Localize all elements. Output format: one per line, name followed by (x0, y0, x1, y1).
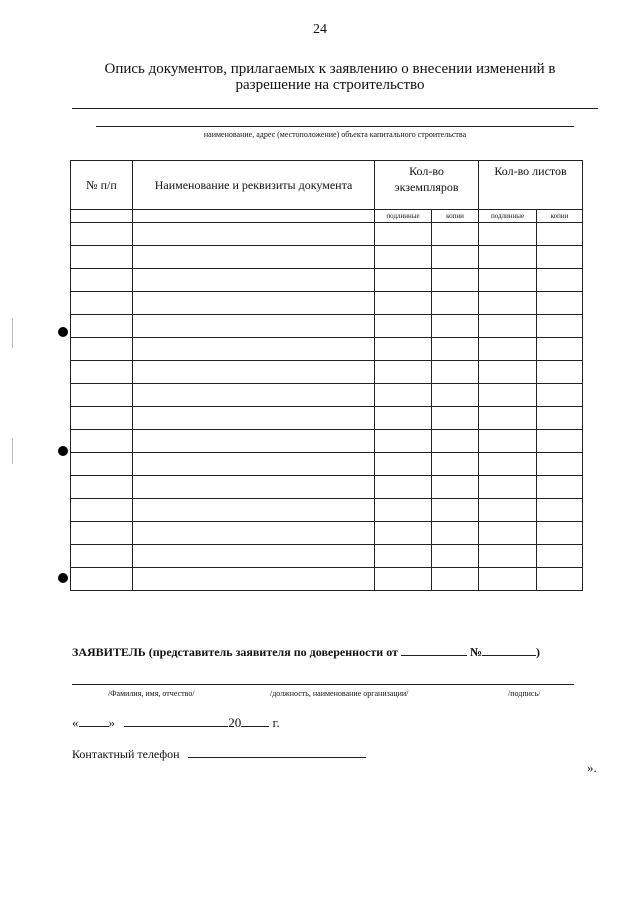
cell-sheets-copy[interactable] (537, 476, 583, 499)
cell-copies-original[interactable] (375, 476, 432, 499)
cell-copies-copy[interactable] (432, 223, 479, 246)
table-row (71, 476, 583, 499)
cell-sheets-original[interactable] (479, 430, 537, 453)
cell-sheets-original[interactable] (479, 315, 537, 338)
year-prefix: 20 (228, 715, 242, 730)
cell-sheets-copy[interactable] (537, 315, 583, 338)
documents-table (70, 160, 583, 591)
cell-number[interactable] (71, 269, 133, 292)
header-sheets: Кол-во листов (479, 161, 583, 210)
cell-document-name[interactable] (133, 269, 375, 292)
cell-number[interactable] (71, 476, 133, 499)
cell-copies-original[interactable] (375, 338, 432, 361)
cell-sheets-original[interactable] (479, 338, 537, 361)
month-field[interactable] (124, 714, 228, 727)
date-open-quote: « (72, 715, 79, 730)
table-row (71, 292, 583, 315)
cell-copies-copy[interactable] (432, 407, 479, 430)
year-suffix: г. (272, 715, 280, 730)
cell-sheets-copy[interactable] (537, 545, 583, 568)
cell-number[interactable] (71, 499, 133, 522)
applicant-label: ЗАЯВИТЕЛЬ (представитель заявителя по доверенности от (72, 645, 398, 659)
table-row (71, 407, 583, 430)
cell-sheets-original[interactable] (479, 476, 537, 499)
cell-copies-copy[interactable] (432, 430, 479, 453)
caption-fio: /Фамилия, имя, отчество/ (108, 689, 195, 698)
cell-document-name[interactable] (133, 338, 375, 361)
cell-sheets-copy[interactable] (537, 269, 583, 292)
cell-copies-copy[interactable] (432, 361, 479, 384)
scan-edge-mark (12, 438, 13, 464)
header-copies (375, 161, 479, 210)
cell-sheets-original[interactable] (479, 361, 537, 384)
cell-sheets-original[interactable] (479, 568, 537, 591)
cell-document-name[interactable] (133, 522, 375, 545)
header-copies-line-2: экземпляров (394, 180, 459, 194)
header-copies-line-1: Кол-во (409, 164, 444, 178)
contact-phone-line (72, 747, 366, 762)
cell-document-name[interactable] (133, 361, 375, 384)
cell-document-name[interactable] (133, 223, 375, 246)
cell-copies-copy[interactable] (432, 292, 479, 315)
cell-document-name[interactable] (133, 453, 375, 476)
cell-sheets-copy[interactable] (537, 522, 583, 545)
year-field[interactable] (241, 714, 269, 727)
table-row (71, 246, 583, 269)
object-fill-line-2 (96, 126, 574, 127)
caption-position: /должность, наименование организации/ (270, 689, 409, 698)
cell-document-name[interactable] (133, 430, 375, 453)
signature-fill-line[interactable] (72, 684, 574, 685)
cell-sheets-copy[interactable] (537, 384, 583, 407)
cell-number[interactable] (71, 361, 133, 384)
cell-copies-original[interactable] (375, 315, 432, 338)
cell-number[interactable] (71, 430, 133, 453)
table-row (71, 269, 583, 292)
cell-copies-copy[interactable] (432, 499, 479, 522)
table-row (71, 384, 583, 407)
cell-copies-original[interactable] (375, 407, 432, 430)
subheader-copies-copy: копии (432, 210, 479, 223)
cell-sheets-original[interactable] (479, 269, 537, 292)
cell-number[interactable] (71, 407, 133, 430)
table-row (71, 568, 583, 591)
cell-sheets-copy[interactable] (537, 568, 583, 591)
cell-copies-copy[interactable] (432, 269, 479, 292)
cell-sheets-copy[interactable] (537, 361, 583, 384)
cell-sheets-original[interactable] (479, 223, 537, 246)
cell-copies-original[interactable] (375, 430, 432, 453)
cell-sheets-original[interactable] (479, 384, 537, 407)
cell-document-name[interactable] (133, 384, 375, 407)
cell-sheets-copy[interactable] (537, 430, 583, 453)
cell-sheets-original[interactable] (479, 407, 537, 430)
cell-copies-original[interactable] (375, 292, 432, 315)
cell-number[interactable] (71, 315, 133, 338)
cell-copies-original[interactable] (375, 545, 432, 568)
cell-document-name[interactable] (133, 476, 375, 499)
cell-copies-copy[interactable] (432, 568, 479, 591)
table-row (71, 315, 583, 338)
applicant-line (72, 645, 540, 660)
subheader-name-blank (133, 210, 375, 223)
table-row (71, 522, 583, 545)
cell-copies-copy[interactable] (432, 453, 479, 476)
header-number: № п/п (71, 161, 133, 210)
cell-copies-original[interactable] (375, 384, 432, 407)
cell-sheets-copy[interactable] (537, 246, 583, 269)
close-paren: ) (536, 645, 541, 659)
table-row (71, 430, 583, 453)
cell-number[interactable] (71, 223, 133, 246)
object-fill-line-1 (72, 108, 598, 109)
scan-edge-mark (12, 318, 13, 348)
cell-copies-original[interactable] (375, 269, 432, 292)
table-row (71, 453, 583, 476)
object-caption: наименование, адрес (местоположение) объекта капитального строительства (203, 130, 467, 139)
cell-number[interactable] (71, 453, 133, 476)
table-row (71, 223, 583, 246)
cell-copies-original[interactable] (375, 499, 432, 522)
cell-sheets-copy[interactable] (537, 338, 583, 361)
date-close-quote: » (108, 715, 115, 730)
cell-sheets-original[interactable] (479, 292, 537, 315)
header-document-name: Наименование и реквизиты документа (133, 161, 375, 210)
cell-copies-original[interactable] (375, 246, 432, 269)
cell-document-name[interactable] (133, 315, 375, 338)
cell-number[interactable] (71, 292, 133, 315)
cell-copies-copy[interactable] (432, 476, 479, 499)
punch-hole-top (58, 327, 68, 337)
closing-mark: ». (587, 760, 597, 775)
subheader-copies-original: подлинные (375, 210, 432, 223)
cell-copies-copy[interactable] (432, 338, 479, 361)
cell-document-name[interactable] (133, 499, 375, 522)
cell-document-name[interactable] (133, 292, 375, 315)
cell-sheets-original[interactable] (479, 545, 537, 568)
number-sign: № (469, 645, 483, 659)
title-line-2: разрешение на строительство (235, 77, 425, 93)
cell-sheets-copy[interactable] (537, 499, 583, 522)
cell-copies-copy[interactable] (432, 315, 479, 338)
cell-sheets-copy[interactable] (537, 407, 583, 430)
cell-copies-original[interactable] (375, 223, 432, 246)
page-number: 24 (313, 22, 327, 37)
cell-number[interactable] (71, 522, 133, 545)
cell-number[interactable] (71, 246, 133, 269)
title-line-1: Опись документов, прилагаемых к заявлению о внесении изменений в (104, 61, 556, 77)
subheader-sheets-original: подлинные (479, 210, 537, 223)
documents-table-body (71, 223, 583, 591)
cell-sheets-copy[interactable] (537, 223, 583, 246)
contact-phone-field[interactable] (188, 757, 366, 758)
cell-sheets-original[interactable] (479, 499, 537, 522)
cell-copies-copy[interactable] (432, 384, 479, 407)
cell-sheets-copy[interactable] (537, 453, 583, 476)
subheader-sheets-copy: копии (537, 210, 583, 223)
cell-copies-copy[interactable] (432, 545, 479, 568)
caption-signature: /подпись/ (508, 689, 541, 698)
cell-copies-copy[interactable] (432, 246, 479, 269)
table-row (71, 338, 583, 361)
table-row (71, 499, 583, 522)
subheader-number-blank (71, 210, 133, 223)
table-row (71, 545, 583, 568)
cell-sheets-original[interactable] (479, 453, 537, 476)
document-title (80, 61, 580, 93)
cell-document-name[interactable] (133, 407, 375, 430)
contact-phone-label: Контактный телефон (72, 747, 180, 761)
power-of-attorney-number-field[interactable] (482, 655, 536, 656)
cell-document-name[interactable] (133, 568, 375, 591)
cell-number[interactable] (71, 338, 133, 361)
cell-sheets-original[interactable] (479, 246, 537, 269)
date-line (72, 714, 280, 731)
punch-hole-bottom (58, 573, 68, 583)
cell-document-name[interactable] (133, 545, 375, 568)
cell-copies-original[interactable] (375, 522, 432, 545)
cell-copies-original[interactable] (375, 361, 432, 384)
cell-number[interactable] (71, 384, 133, 407)
punch-hole-middle (58, 446, 68, 456)
cell-copies-original[interactable] (375, 453, 432, 476)
cell-number[interactable] (71, 545, 133, 568)
cell-number[interactable] (71, 568, 133, 591)
table-row (71, 361, 583, 384)
cell-copies-copy[interactable] (432, 522, 479, 545)
power-of-attorney-date-field[interactable] (401, 655, 467, 656)
day-field[interactable] (79, 714, 109, 727)
cell-sheets-copy[interactable] (537, 292, 583, 315)
cell-copies-original[interactable] (375, 568, 432, 591)
cell-sheets-original[interactable] (479, 522, 537, 545)
cell-document-name[interactable] (133, 246, 375, 269)
